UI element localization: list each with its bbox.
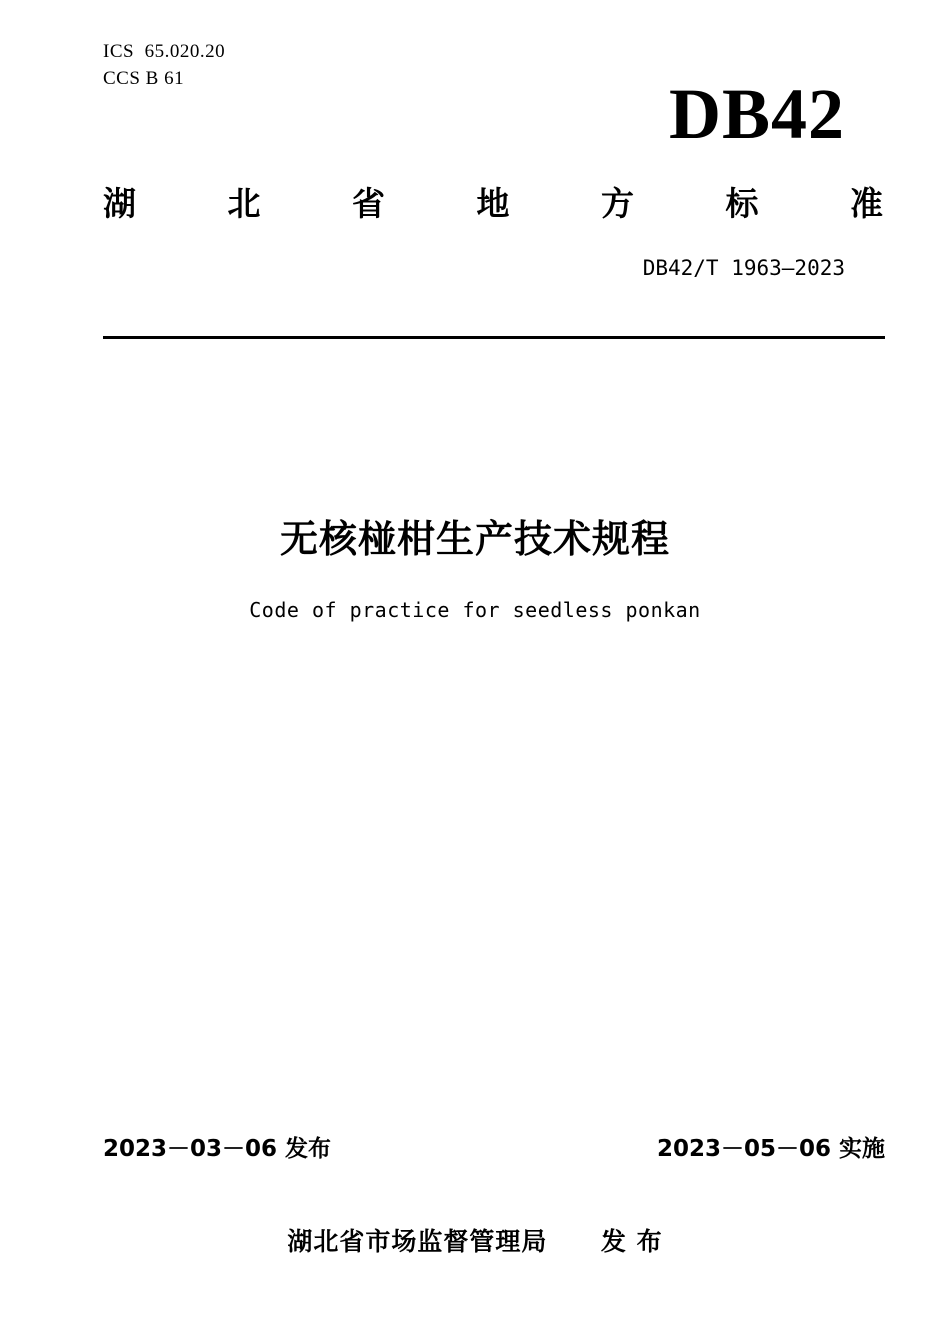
implementation-date: 2023－05－06 实施 — [656, 1136, 885, 1162]
series-title-char-6: 准 — [850, 184, 883, 223]
issuer-action: 发 布 — [600, 1227, 663, 1256]
db42-logo: DB42 — [668, 74, 845, 154]
series-title-char-2: 省 — [352, 184, 385, 223]
series-title-char-4: 方 — [601, 184, 634, 223]
issuer-name: 湖北省市场监督管理局 — [287, 1227, 548, 1256]
release-date: 2023－03－06 发布 — [103, 1136, 332, 1162]
ccs-code: CCS B 61 — [103, 68, 185, 89]
document-title-english: Code of practice for seedless ponkan — [249, 598, 701, 622]
date-row — [103, 1130, 885, 1163]
issuing-authority — [0, 1222, 950, 1258]
ics-code: ICS 65.020.20 — [103, 41, 226, 62]
horizontal-divider — [103, 336, 885, 339]
series-title-char-3: 地 — [476, 184, 510, 223]
classification-codes — [103, 38, 225, 92]
standard-number: DB42/T 1963—2023 — [642, 256, 845, 280]
series-title-char-1: 北 — [227, 184, 261, 223]
document-title-chinese: 无核椪柑生产技术规程 — [279, 517, 670, 561]
series-title-char-5: 标 — [725, 184, 759, 223]
series-title — [103, 178, 883, 225]
series-title-char-0: 湖 — [103, 184, 136, 223]
